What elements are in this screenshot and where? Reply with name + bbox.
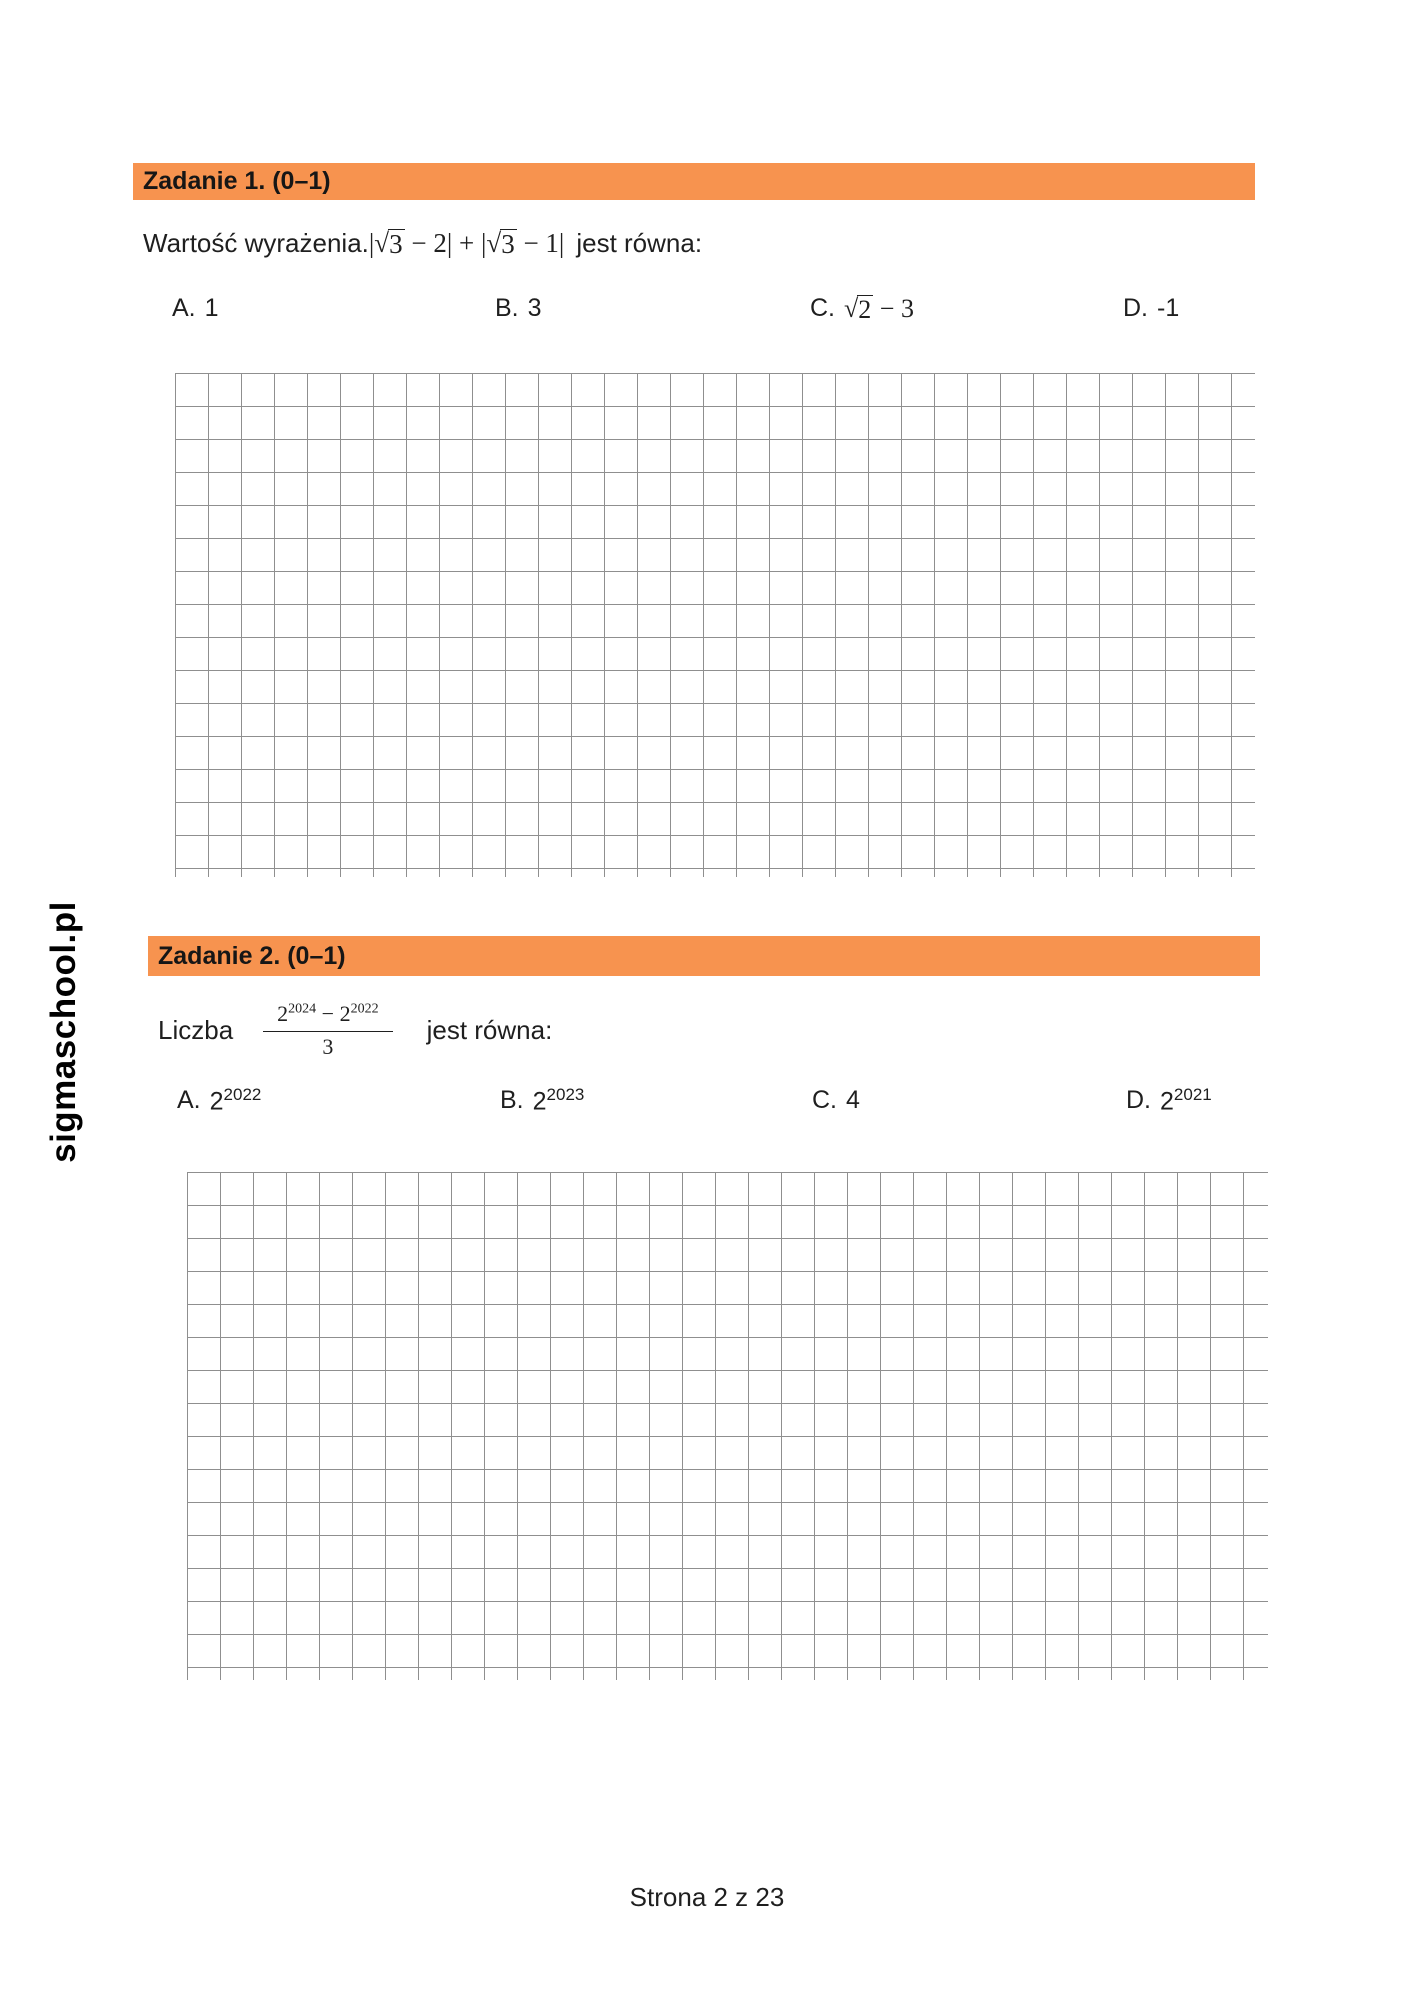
task-2-options-row [0,1086,1414,1136]
option-b-base: 2 [532,1087,547,1116]
option-d-label: D. [1126,1086,1151,1114]
task-2-question [158,988,552,1072]
task-2-title: Zadanie 2. (0–1) [158,941,346,970]
task-1-title: Zadanie 1. (0–1) [143,167,331,195]
option-c-value: √ 2 − 3 [844,294,914,324]
option-a-label: A. [172,294,196,322]
task-2-header-bar [148,936,1260,976]
answer-grid-1 [175,373,1255,877]
task-1-question-suffix: jest równa: [576,227,703,258]
option-d-base: 2 [1160,1087,1174,1116]
option-b-value [533,1086,585,1116]
task-2-option-b [500,1086,584,1116]
task-2-question-prefix: Liczba [158,1014,234,1045]
page-number: Strona 2 z 23 [629,1882,785,1912]
option-a-base: 2 [209,1087,224,1116]
option-b-label: B. [495,294,519,322]
option-d-value: -1 [1157,294,1180,322]
fraction-numerator: $2^{2024} - 2^{2022}$ [263,1001,392,1032]
task-1-option-d [1123,294,1179,323]
task-1-options-row [0,294,1414,344]
task-1-header-bar [133,163,1255,200]
option-c-label: C. [810,294,835,322]
task-1-option-b [495,294,542,323]
task-1-option-a [172,294,219,323]
task-2-option-d [1126,1086,1212,1116]
fraction-denominator: 3 [322,1034,334,1060]
option-d-label: D. [1123,294,1148,322]
task-2-option-a [177,1086,261,1116]
fraction [263,1001,392,1060]
watermark-brand: sigmaschool.pl [44,901,83,1163]
task-1-option-c [810,294,914,324]
option-b-value: 3 [527,294,542,322]
task-1-question-expression: | √ 3 − 2| + | √ 3 − 1| [368,227,565,259]
option-d-value [1160,1086,1212,1116]
option-b-label: B. [500,1086,524,1114]
option-d-exponent: 2021 [1173,1085,1212,1104]
option-a-label: A. [177,1086,201,1114]
task-1-question [143,222,702,264]
option-a-value [210,1086,262,1116]
answer-grid-2 [187,1172,1268,1680]
option-c-label: C. [812,1086,837,1114]
option-a-value: 1 [204,294,219,322]
task-2-option-c [812,1086,860,1115]
task-1-question-prefix: Wartość wyrażenia. [143,227,369,258]
option-c-value: 4 [846,1086,860,1114]
task-2-question-suffix: jest równa: [426,1014,553,1045]
option-a-exponent: 2022 [223,1085,262,1104]
option-b-exponent: 2023 [546,1085,585,1104]
